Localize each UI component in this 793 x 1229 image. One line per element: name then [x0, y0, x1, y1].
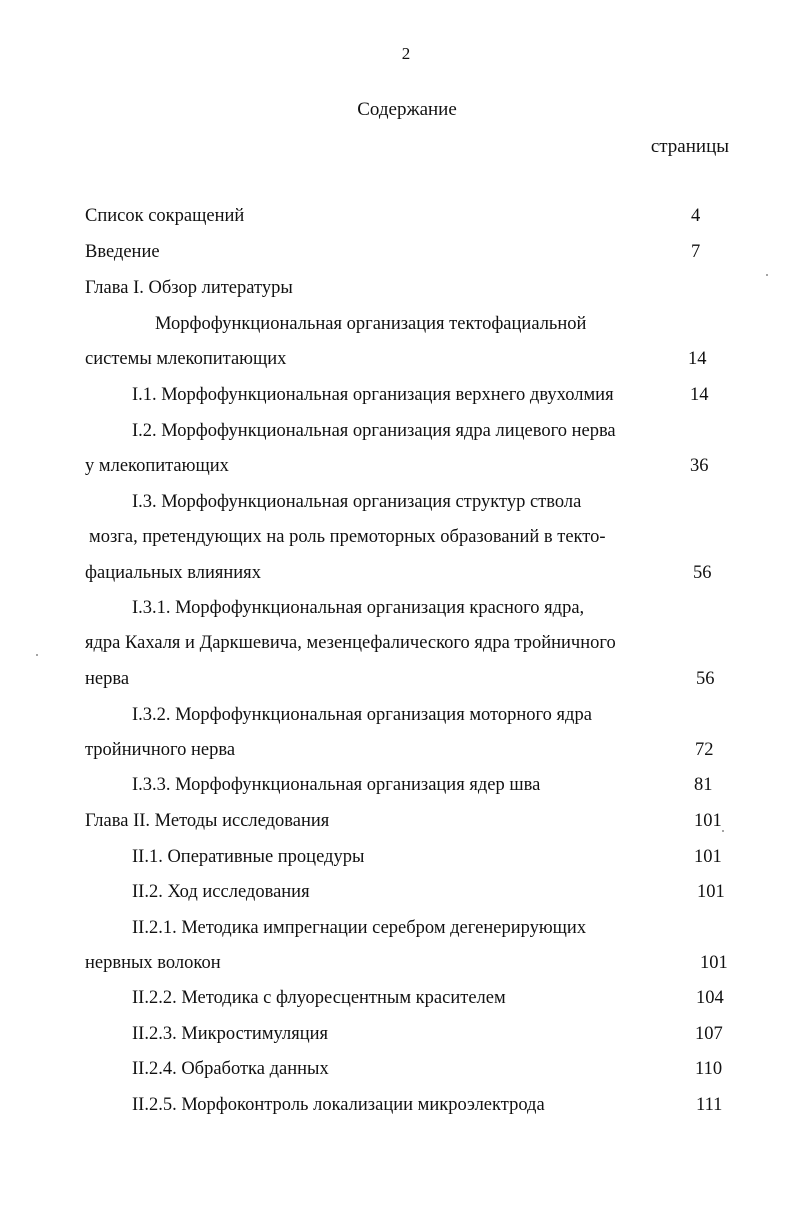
- toc-entry-page: 101: [700, 953, 728, 973]
- toc-entry-page: 56: [696, 669, 715, 689]
- toc-entry-page: 104: [696, 988, 724, 1008]
- toc-entry-text: фациальных влияниях: [85, 563, 261, 583]
- toc-entry-page: 56: [693, 563, 712, 583]
- toc-entry-text: Морфофункциональная организация тектофациальной: [155, 314, 587, 334]
- toc-entry-text: ядра Кахаля и Даркшевича, мезенцефалического ядра тройничного: [85, 633, 616, 653]
- toc-entry-page: 14: [688, 349, 707, 369]
- toc-entry-text: I.1. Морфофункциональная организация верхнего двухолмия: [132, 385, 614, 405]
- toc-entry-page: 81: [694, 775, 713, 795]
- toc-entry-page: 14: [690, 385, 709, 405]
- toc-entry-text: I.3.2. Морфофункциональная организация моторного ядра: [132, 705, 592, 725]
- page-number: 2: [401, 44, 411, 63]
- toc-entry-text: тройничного нерва: [85, 740, 236, 760]
- toc-entry-text: II.2.5. Морфоконтроль локализации микроэлектрода: [132, 1095, 545, 1115]
- toc-entry-text: у млекопитающих: [85, 456, 229, 476]
- toc-entry-text: II.2. Ход исследования: [132, 882, 310, 902]
- toc-entry-text: Глава I. Обзор литературы: [85, 278, 293, 298]
- toc-entry-page: 101: [694, 811, 722, 831]
- page-title: Содержание: [357, 99, 457, 120]
- toc-entry-text: Список сокращений: [85, 206, 245, 226]
- toc-entry-text: II.2.2. Методика с флуоресцентным красителем: [132, 988, 506, 1008]
- toc-entry-text: II.1. Оперативные процедуры: [132, 847, 365, 867]
- toc-entry-text: II.2.4. Обработка данных: [132, 1059, 329, 1079]
- toc-entry-text: нервных волокон: [85, 953, 221, 973]
- toc-entry-page: 36: [690, 456, 709, 476]
- toc-entry-page: 7: [691, 242, 701, 262]
- toc-entry-text: мозга, претендующих на роль премоторных образований в текто-: [89, 527, 606, 547]
- scan-speck: [766, 274, 768, 276]
- toc-entry-text: Введение: [85, 242, 160, 262]
- toc-entry-text: Глава II. Методы исследования: [85, 811, 330, 831]
- toc-entry-text: нерва: [85, 669, 130, 689]
- toc-entry-text: системы млекопитающих: [85, 349, 287, 369]
- toc-entry-text: I.2. Морфофункциональная организация ядра лицевого нерва: [132, 421, 616, 441]
- toc-entry-text: II.2.3. Микростимуляция: [132, 1024, 329, 1044]
- scan-speck: [36, 654, 38, 656]
- toc-entry-text: I.3. Морфофункциональная организация структур ствола: [132, 492, 582, 512]
- pages-column-label: страницы: [650, 136, 729, 157]
- toc-entry-text: I.3.3. Морфофункциональная организация ядер шва: [132, 775, 541, 795]
- toc-entry-text: I.3.1. Морфофункциональная организация красного ядра,: [132, 598, 585, 618]
- toc-entry-page: 101: [697, 882, 725, 902]
- scan-speck: [722, 830, 724, 832]
- toc-entry-page: 101: [694, 847, 722, 867]
- toc-entry-page: 72: [695, 740, 714, 760]
- toc-entry-page: 110: [695, 1059, 723, 1079]
- toc-entry-page: 107: [695, 1024, 723, 1044]
- toc-entry-page: 111: [696, 1095, 723, 1115]
- toc-entry-text: II.2.1. Методика импрегнации серебром дегенерирующих: [132, 918, 587, 938]
- toc-entry-page: 4: [691, 206, 701, 226]
